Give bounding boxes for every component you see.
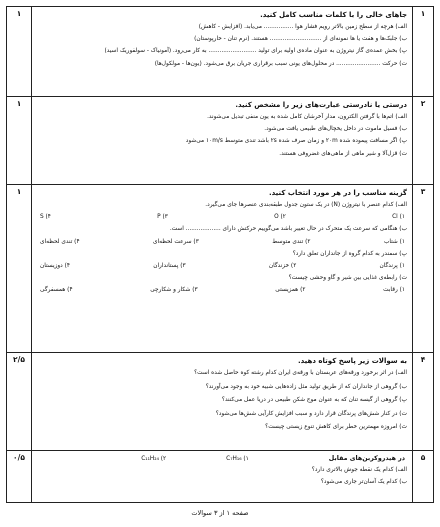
question-line: ت) در کنار شش‌های پرندگان قرار دارد و سبب افزایش کارآیی شش‌ها می‌شود؟ xyxy=(215,410,407,417)
option[interactable]: Cl (۱ xyxy=(392,214,405,221)
question-row-5 xyxy=(7,451,434,503)
question-line: الف) در اثر برخورد ورقه‌های عربستان با ورقه‌ی ایران کدام رشته کوه حاصل شده است؟ xyxy=(194,370,407,376)
question-body xyxy=(32,7,413,97)
question-line: ث) امروزه مهمترین خطر برای کاهش تنوع زیستی چیست؟ xyxy=(265,424,407,431)
number-cell xyxy=(413,451,434,503)
number-cell xyxy=(413,353,434,451)
question-line: ب) کدام یک آسان‌تر جاری می‌شود؟ xyxy=(320,478,407,485)
option[interactable]: O (۲ xyxy=(274,214,286,221)
page-footer: صفحه ۱ از ۳ سوالات xyxy=(191,509,249,517)
number-cell xyxy=(413,97,434,185)
option[interactable]: ۳) پستانداران xyxy=(153,263,186,270)
formula-option: C₇H₁₆ (۱ xyxy=(226,456,249,462)
question-number: ۵ xyxy=(420,453,426,462)
question-title: گزینه مناسب را در هر مورد انتخاب کنید. xyxy=(268,189,407,197)
option[interactable]: ۱) پرندگان xyxy=(379,263,405,270)
question-row-1 xyxy=(7,7,434,97)
question-line: ت) قزل‌آلا و شیر ماهی از ماهی‌های غضروفی هستند. xyxy=(279,150,407,157)
question-line: الف) کدام یک نقطه جوش بالاتری دارد؟ xyxy=(311,467,407,474)
question-title: به سوالات زیر پاسخ کوتاه دهید. xyxy=(297,357,407,365)
question-body xyxy=(32,451,413,503)
option[interactable]: ۴) دوزیستان xyxy=(40,263,70,270)
score-value: ۰/۵ xyxy=(13,453,25,462)
option[interactable]: ۲) تندی متوسط xyxy=(272,238,311,245)
question-stem: ت) رابطه‌ی غذایی بین شیر و گاو وحشی چیست؟ xyxy=(288,275,407,282)
question-row-4 xyxy=(7,353,434,451)
option[interactable]: ۲) همزیستی xyxy=(275,287,306,294)
question-line: پ) گروهی از گیسه تنان که به عنوان موج شکن طبیعی در دریا عمل می‌کنند؟ xyxy=(221,397,407,404)
question-stem: الف) کدام عنصر با نیتروژن (N) در یک ستون جدول طبقه‌بندی عنصرها جای می‌گیرد. xyxy=(205,202,407,208)
question-line: ب) گروهی از جانداران که از طریق تولید مثل زاده‌هایی شبیه خود به وجود می‌آورند؟ xyxy=(205,383,407,390)
number-cell xyxy=(413,7,434,97)
score-cell xyxy=(7,353,32,451)
option[interactable]: ۲) خزندگان xyxy=(268,263,297,270)
number-cell xyxy=(413,185,434,353)
question-body xyxy=(32,97,413,185)
question-line: ب) فسیل ماموت در داخل یخچال‌های طبیعی یافت می‌شود. xyxy=(264,126,407,133)
option[interactable]: ۴) همسفرگی xyxy=(40,287,73,294)
question-line: ب) جلبک‌ها و هفت یا ها نمونه‌ای از ............................ هستند. (نرم تنان - خارپوستان) xyxy=(194,36,407,43)
option[interactable]: ۱) رقابت xyxy=(383,287,405,294)
formula-option: C₁₁H₂₄ (۲ xyxy=(141,456,167,462)
score-value: ۱ xyxy=(16,9,22,18)
question-title: درستی یا نادرستی عبارت‌های زیر را مشخص کنید. xyxy=(235,101,407,109)
question-title: در هیدروکربن‌های مقابل xyxy=(328,455,405,462)
question-line: الف) هرچه از سطح زمین بالاتر رویم فشار هوا ................ می‌یابد. (افزایش - کاهش) xyxy=(198,24,407,30)
score-cell xyxy=(7,97,32,185)
exam-table xyxy=(6,6,434,503)
question-number: ۴ xyxy=(420,355,426,364)
question-number: ۳ xyxy=(420,187,426,196)
score-cell xyxy=(7,7,32,97)
question-row-2 xyxy=(7,97,434,185)
question-number: ۲ xyxy=(420,99,426,108)
option[interactable]: ۳) سرعت لحظه‌ای xyxy=(153,238,199,245)
question-line: الف) اتم‌ها با گرفتن الکترون، مدار آخرشان کامل شده به یون منفی تبدیل می‌شوند. xyxy=(207,114,407,120)
option-row xyxy=(36,211,407,223)
option[interactable]: P (۳ xyxy=(157,214,168,221)
question-line: پ) اگر مسافت پیموده شده ۲۰m و زمان صرف شده ۲s باشد تندی متوسط ۱۰m/s می‌شود xyxy=(185,138,407,145)
score-value: ۱ xyxy=(16,99,22,108)
option-row xyxy=(36,284,407,296)
question-stem: ب) هنگامی که سرعت یک متحرک در حال تغییر باشد می‌گوییم حرکتش دارای ................... است. xyxy=(169,226,407,233)
question-line: ت) حرکت ........................ در محلول‌های یونی سبب برقراری جریان برق می‌شود. (یون‌ها - مولکول‌ها) xyxy=(154,60,407,67)
option-row xyxy=(36,260,407,272)
option[interactable]: ۱) شتاب xyxy=(383,238,405,245)
question-number: ۱ xyxy=(420,9,426,18)
score-cell xyxy=(7,185,32,353)
option[interactable]: ۳) شکار و شکارچی xyxy=(150,287,198,294)
score-value: ۲/۵ xyxy=(13,355,25,364)
question-body xyxy=(32,353,413,451)
question-body xyxy=(32,185,413,353)
exam-sheet xyxy=(6,6,434,503)
question-row-3 xyxy=(7,185,434,353)
question-title: جاهای خالی را با کلمات مناسب کامل کنید. xyxy=(260,11,407,19)
question-stem: پ) سمندر به کدام گروه از جانداران تعلق دارد؟ xyxy=(292,250,407,257)
formula-row xyxy=(36,453,407,465)
question-line: پ) بخش عمده‌ی گاز نیتروژن به عنوان ماده‌ی اولیه برای تولید .......................... به کار می‌رود. (آمونیاک - سولفوریک اسید) xyxy=(104,48,407,55)
option-row xyxy=(36,236,407,248)
score-value: ۱ xyxy=(16,187,22,196)
option[interactable]: ۴) تندی لحظه‌ای xyxy=(40,238,80,245)
score-cell xyxy=(7,451,32,503)
option[interactable]: S (۴ xyxy=(40,214,51,221)
